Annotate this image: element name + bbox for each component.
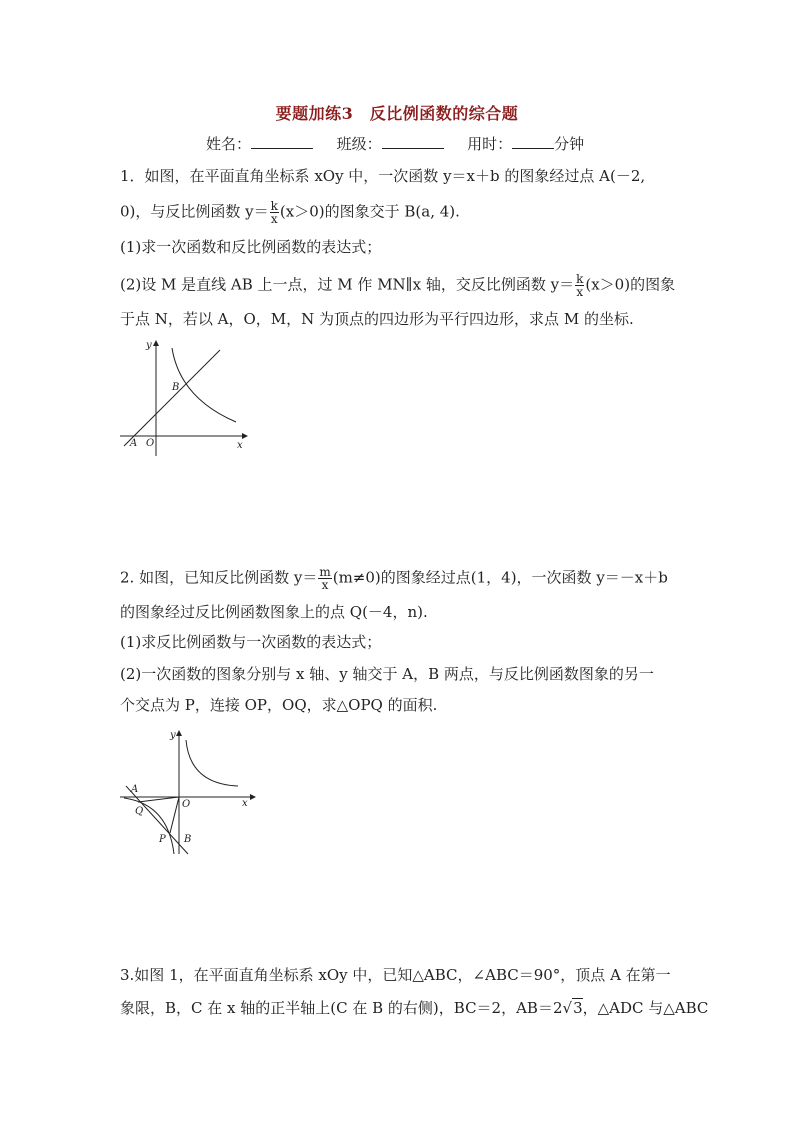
time-blank [512, 134, 554, 149]
q2-label-y: y [170, 730, 176, 741]
q2-label-O: O [182, 799, 191, 810]
q3-line-2 [120, 998, 708, 1018]
q1-label-x: x [237, 440, 243, 451]
time-label: 用时： [467, 135, 513, 153]
q1-part-2-line-1 [120, 273, 675, 298]
q2-segment-OP [170, 797, 179, 833]
q1-part-2-line-2: 于点 N，若以 A，O，M，N 为顶点的四边形为平行四边形，求点 M 的坐标. [120, 310, 634, 328]
q1-hyperbola [172, 348, 236, 422]
q1-label-O: O [146, 438, 155, 449]
q1-line-2 [120, 200, 460, 225]
q1-part-2-fraction-denominator: x [576, 285, 584, 299]
q1-part-2-fraction [575, 273, 584, 298]
q2-fraction-denominator: x [321, 578, 329, 592]
q2-part-2-line-2: 个交点为 P，连接 OP，OQ，求△OPQ 的面积. [120, 696, 438, 714]
q3-line-2-text-b: ，△ADC 与△ABC [582, 999, 709, 1017]
q1-fraction-denominator: x [270, 212, 278, 226]
q1-fraction-numerator: k [270, 199, 278, 213]
q1-part-2-text-a: (2)设 M 是直线 AB 上一点，过 M 作 MN∥x 轴，交反比例函数 y＝ [120, 275, 575, 294]
q2-label-P: P [159, 834, 166, 845]
q2-line-2: 的图象经过反比例函数图象上的点 Q(－4，n). [120, 603, 428, 621]
q1-line-graph [124, 350, 220, 446]
q1-part-2-text-b: (x＞0)的图象 [585, 275, 676, 294]
q1-line-2-text-b: (x＞0)的图象交于 B(a, 4). [279, 202, 460, 221]
q1-y-axis-arrow [153, 340, 159, 346]
class-blank [382, 134, 444, 149]
q2-line-1 [120, 566, 668, 591]
q2-label-Q: Q [135, 806, 144, 817]
q2-hyperbola-upper [186, 740, 238, 786]
name-blank [251, 134, 313, 149]
q1-fraction-k-over-x [270, 200, 279, 225]
q1-x-axis-arrow [242, 433, 248, 439]
q2-label-x: x [242, 798, 248, 809]
page-title: 要题加练3 反比例函数的综合题 [275, 104, 519, 123]
q2-x-axis-arrow [250, 794, 256, 800]
q3-sqrt-radicand: 3 [573, 999, 583, 1017]
minutes-label: 分钟 [554, 135, 585, 153]
q2-fraction-m-over-x [318, 566, 331, 591]
q2-label-A: A [131, 784, 139, 795]
q3-sqrt-symbol: √ [562, 999, 573, 1017]
q2-label-B: B [184, 834, 192, 845]
q1-part-2-fraction-numerator: k [576, 272, 584, 286]
q2-line-1-text-a: 2. 如图，已知反比例函数 y＝ [120, 568, 318, 587]
q1-label-y: y [146, 340, 152, 351]
q1-line-2-text-a: 0)，与反比例函数 y＝ [120, 202, 269, 221]
q2-y-axis-arrow [176, 730, 182, 736]
q2-line-1-text-b: (m≠0)的图象经过点(1，4)，一次函数 y＝－x＋b [332, 568, 668, 587]
q1-label-B: B [172, 382, 180, 393]
q3-line-2-text-a: 象限，B，C 在 x 轴的正半轴上(C 在 B 的右侧)，BC＝2，AB＝2 [120, 999, 563, 1017]
q1-label-A: A [130, 438, 138, 449]
q1-figure [118, 338, 248, 458]
q2-hyperbola-lower [124, 798, 174, 854]
q2-segment-OQ [138, 797, 179, 802]
q1-part-1: (1)求一次函数和反比例函数的表达式； [120, 238, 382, 256]
q2-part-1: (1)求反比例函数与一次函数的表达式； [120, 633, 382, 651]
class-label: 班级： [336, 135, 382, 153]
student-info-line [206, 133, 584, 154]
q3-line-1: 3.如图 1，在平面直角坐标系 xOy 中，已知△ABC，∠ABC＝90°，顶点 A 在第一 [120, 966, 671, 984]
name-label: 姓名： [206, 135, 252, 153]
q2-fraction-numerator: m [319, 565, 331, 579]
q1-line-1: 1．如图，在平面直角坐标系 xOy 中，一次函数 y＝x＋b 的图象经过点 A(－2, [120, 167, 646, 185]
q2-figure [118, 728, 260, 858]
q2-part-2-line-1: (2)一次函数的图象分别与 x 轴、y 轴交于 A，B 两点，与反比例函数图象的另一 [120, 665, 654, 683]
